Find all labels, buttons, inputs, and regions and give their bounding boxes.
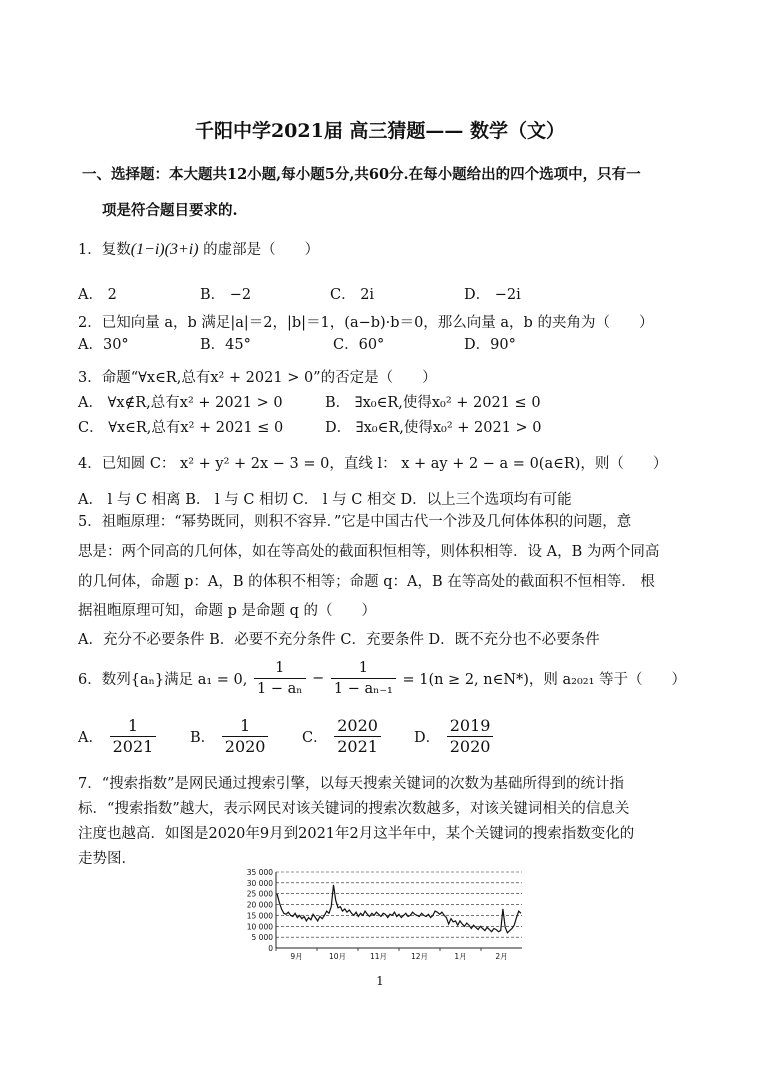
chart-x-tick-label: 2月: [495, 952, 508, 960]
chart-y-tick-label: 5 000: [251, 933, 273, 943]
q3-option-a: A． ∀x∉R,总有x² + 2021 > 0: [78, 395, 283, 411]
chart-y-tick-label: 20 000: [246, 900, 273, 910]
q6-option-a: A． $\frac{1}{2021}$: [78, 716, 158, 757]
q2-option-d: D．90°: [464, 337, 516, 353]
q1-option-c: C． 2i: [330, 287, 375, 303]
question-2: 2．已知向量 a，b 满足|a|＝2，|b|＝1，(a−b)·b＝0，那么向量 a，b 的夹角为（ ）: [78, 315, 654, 331]
chart-x-tick-label: 9月: [290, 952, 303, 960]
q3-option-d: D． ∃x₀∈R,使得x₀² + 2021 > 0: [325, 420, 542, 436]
q6-fraction-1: $\frac{1}{\text{1 − aₙ}}$: [254, 658, 306, 699]
q1-option-d: D． −2i: [464, 287, 521, 303]
q6-fraction-2: $\frac{1}{\text{1 − aₙ₋₁}}$: [331, 658, 396, 699]
section-header-line2: 项是符合题目要求的.: [102, 202, 238, 219]
q6-option-c: C． $\frac{2020}{2021}$: [302, 716, 383, 757]
q2-option-c: C．60°: [333, 337, 385, 353]
section-header-line1: 一、选择题：本大题共12小题,每小题5分,共60分.在每小题给出的四个选项中，只有一: [82, 166, 641, 183]
q1-option-a: A． 2: [78, 287, 117, 303]
chart-x-tick-label: 10月: [328, 952, 347, 960]
page-number: 1: [376, 974, 384, 988]
q3-option-c: C． ∀x∈R,总有x² + 2021 ≤ 0: [78, 420, 284, 436]
q5-options: A．充分不必要条件 B．必要不充分条件 C．充要条件 D．既不充分也不必要条件: [78, 632, 600, 648]
q6-option-d: D． $\frac{2019}{2020}$: [414, 716, 495, 757]
question-5-line3: 的几何体，命题 p：A，B 的体积不相等；命题 q：A，B 在等高处的截面积不恒相等． 根: [78, 574, 655, 590]
question-7-line1: 7．“搜索指数”是网民通过搜索引擎，以每天搜索关键词的次数为基础所得到的统计指: [78, 776, 625, 792]
chart-series-line: [277, 885, 521, 933]
question-5-line4: 据祖暅原理可知，命题 p 是命题 q 的（ ）: [78, 603, 376, 619]
question-4: 4．已知圆 C： x² + y² + 2x − 3 = 0，直线 l： x + ay + 2 − a = 0(a∈R)，则（ ）: [78, 456, 668, 472]
q3-option-b: B． ∃x₀∈R,使得x₀² + 2021 ≤ 0: [325, 395, 541, 411]
question-7-line2: 标．“搜索指数”越大，表示网民对该关键词的搜索次数越多，对该关键词相关的信息关: [78, 801, 630, 817]
page-title: 千阳中学2021届 高三猜题—— 数学（文）: [194, 120, 566, 142]
q1-expression: (1−i)(3+i): [130, 241, 199, 258]
q2-option-b: B．45°: [200, 337, 251, 353]
question-3: 3．命题“∀x∈R,总有x² + 2021 > 0”的否定是（ ）: [78, 370, 437, 386]
question-6: 6．数列{aₙ}满足 a₁ = 0, $\frac{1}{\text{1 − aₙ}}$ − $\frac{1}{\text{1 − aₙ₋₁}}$ = 1(n ≥ 2, n∈N*)，则 a₂₀₂₁ 等于（ ）: [78, 660, 687, 697]
question-7-line4: 走势图．: [78, 851, 136, 867]
question-7-line3: 注度也越高．如图是2020年9月到2021年2月这半年中，某个关键词的搜索指数变化的: [78, 826, 635, 842]
chart-y-tick-label: 25 000: [246, 889, 273, 899]
chart-y-tick-label: 15 000: [246, 911, 273, 921]
q4-options: A． l 与 C 相离 B． l 与 C 相切 C． l 与 C 相交 D．以上三个选项均有可能: [78, 492, 572, 508]
q1-option-b: B． −2: [200, 287, 252, 303]
chart-x-tick-label: 11月: [369, 952, 388, 960]
chart-y-tick-label: 10 000: [246, 922, 273, 932]
chart-x-tick-label: 12月: [410, 952, 429, 960]
search-index-chart: [232, 866, 528, 960]
q2-option-a: A．30°: [78, 337, 129, 353]
question-1: 1．复数(1−i)(3+i) 的虚部是（ ）: [78, 241, 320, 258]
chart-y-tick-label: 30 000: [246, 878, 273, 888]
chart-y-tick-label: 0: [268, 944, 273, 953]
chart-x-tick-label: 1月: [454, 952, 467, 960]
chart-y-tick-label: 35 000: [246, 868, 273, 877]
q6-option-b: B． $\frac{1}{2020}$: [190, 716, 270, 757]
question-5-line2: 思是：两个同高的几何体，如在等高处的截面积恒相等，则体积相等．设 A，B 为两个同高: [78, 544, 660, 560]
question-5-line1: 5．祖暅原理：“幂势既同，则积不容异．”它是中国古代一个涉及几何体体积的问题，意: [78, 514, 632, 530]
